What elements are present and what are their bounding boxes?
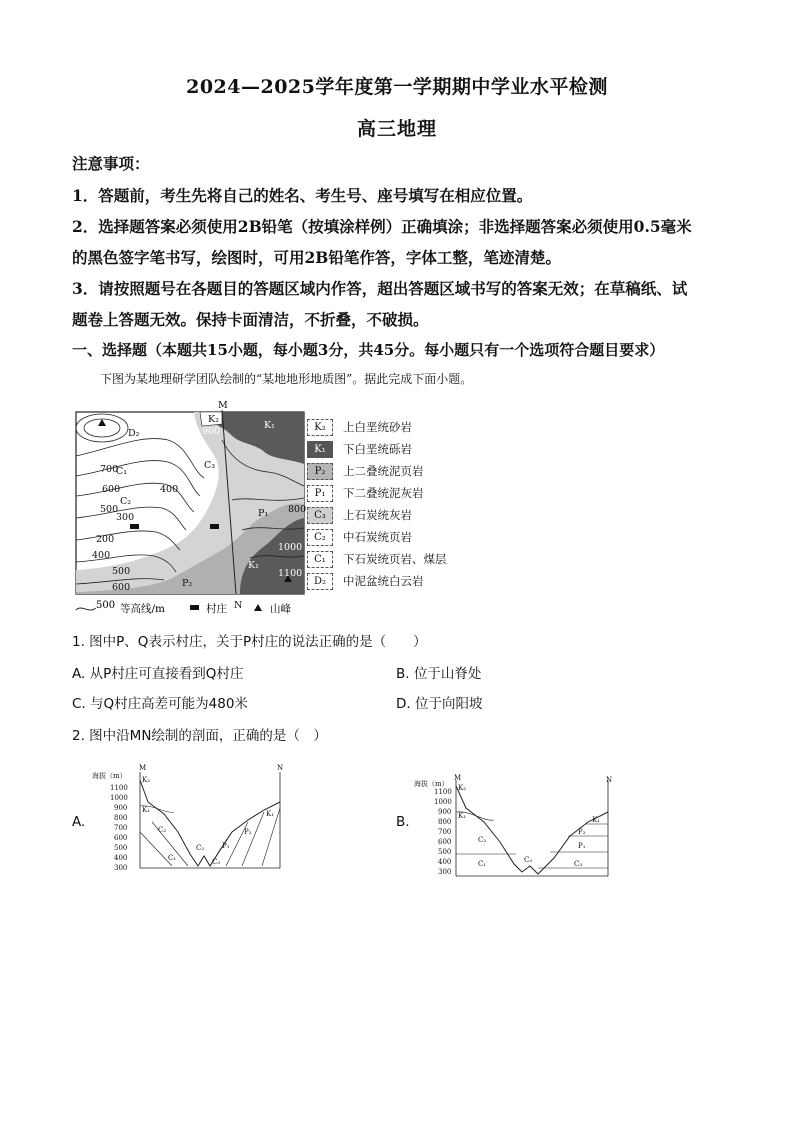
tick-1000: 1000 (110, 794, 128, 802)
profile-b-c2: C₂ (478, 836, 487, 844)
notice-item-3-cont: 题卷上答题无效。保持卡面清洁，不折叠，不破损。 (72, 310, 429, 329)
profile-a[interactable] (92, 762, 292, 882)
legend-label-p1: 下二叠统泥灰岩 (343, 486, 424, 500)
tick-1100: 1100 (110, 784, 128, 792)
q2-stem: 2. 图中沿MN绘制的剖面，正确的是（ ） (72, 728, 327, 744)
tick-700: 700 (114, 824, 128, 832)
map-label-500b: 500 (112, 566, 131, 577)
contour-legend-label: 等高线/m (120, 603, 165, 615)
tick-b-400: 400 (438, 858, 452, 866)
map-bottom-legend (72, 598, 332, 618)
contour-sample-icon (76, 608, 96, 610)
legend-label-k2: 上白垩统砂岩 (343, 420, 412, 434)
legend-label-d2: 中泥盆统白云岩 (343, 574, 424, 588)
geology-map (72, 400, 308, 622)
legend-label-k1: 下白垩统砾岩 (343, 442, 412, 456)
village-legend-icon (190, 605, 199, 610)
q1-option-d[interactable]: D. 位于向阳坡 (396, 696, 483, 712)
legend-label-p2: 上二叠统泥页岩 (343, 464, 424, 478)
legend-swatch-c2: C₂ (307, 529, 333, 546)
village-q (210, 524, 219, 529)
tick-b-1000: 1000 (434, 798, 452, 806)
map-label-900: 900 (202, 426, 221, 437)
map-label-k1: K₁ (248, 560, 259, 571)
contour-sample-value: 500 (96, 600, 116, 611)
profile-a-c3: C₃ (212, 858, 221, 866)
legend-label-c3: 上石炭统灰岩 (343, 508, 412, 522)
profile-a-axis-label: 海拔（m） (92, 772, 127, 780)
map-label-n: N (234, 600, 243, 611)
profile-a-k1b: K₁ (266, 810, 275, 818)
profile-a-p1: P₁ (222, 842, 230, 850)
legend-swatch-c3: C₃ (307, 507, 333, 524)
profile-b-c1: C₁ (478, 860, 487, 868)
profile-b[interactable] (414, 772, 614, 887)
profile-b-p1: P₁ (578, 842, 586, 850)
map-label-c1: C₁ (116, 466, 128, 477)
map-label-1100: 1100 (278, 568, 303, 579)
profile-b-m: M (454, 774, 462, 782)
tick-b-500: 500 (438, 848, 452, 856)
section-intro: 下图为某地理研学团队绘制的“某地地形地质图”。据此完成下面小题。 (100, 372, 473, 386)
peak-legend-label: 山峰 (270, 603, 291, 615)
profile-a-c2: C₂ (158, 826, 167, 834)
map-label-1000: 1000 (278, 542, 303, 553)
map-label-200: 200 (96, 534, 115, 545)
map-label-700: 700 (100, 464, 119, 475)
tick-300: 300 (114, 864, 128, 872)
profile-a-k2: K₂ (142, 776, 151, 784)
map-label-c2: C₂ (120, 496, 132, 507)
notice-item-3: 3．请按照题号在各题目的答题区域内作答，超出答题区域书写的答案无效；在草稿纸、试 (72, 279, 688, 298)
legend-swatch-d2: D₂ (307, 573, 333, 590)
profile-b-k2: K₂ (458, 784, 467, 792)
map-label-600: 600 (102, 484, 121, 495)
legend-swatch-k2: K₂ (307, 419, 333, 436)
map-label-k1b: K₁ (264, 420, 275, 431)
profile-a-n: N (277, 764, 284, 772)
profile-b-c3: C₃ (524, 856, 533, 864)
tick-b-900: 900 (438, 808, 452, 816)
legend-label-c1: 下石炭统页岩、煤层 (343, 552, 447, 566)
tick-600: 600 (114, 834, 128, 842)
profile-b-n: N (606, 776, 613, 784)
section-heading: 一、选择题（本题共15小题，每小题3分，共45分。每小题只有一个选项符合题目要求） (72, 341, 665, 359)
map-label-c3: C₃ (204, 460, 216, 471)
tick-b-300: 300 (438, 868, 452, 876)
profile-a-p2: P₂ (244, 828, 252, 836)
legend-swatch-c1: C₁ (307, 551, 333, 568)
profile-b-p2: P₂ (578, 828, 586, 836)
village-legend-label: 村庄 (206, 603, 227, 615)
profile-a-k1: K₁ (142, 806, 151, 814)
q2-option-a[interactable]: A. (72, 814, 86, 830)
tick-b-800: 800 (438, 818, 452, 826)
map-label-p2: P₂ (182, 578, 193, 589)
legend-swatch-k1: K₁ (307, 441, 333, 458)
map-label-400b: 400 (92, 550, 111, 561)
profile-b-k1b: K₁ (592, 816, 601, 824)
q1-stem: 1. 图中P、Q表示村庄，关于P村庄的说法正确的是（ ） (72, 634, 427, 650)
peak-legend-icon (254, 604, 262, 611)
map-label-300: 300 (116, 512, 135, 523)
legend-swatch-p2: P₂ (307, 463, 333, 480)
map-label-800: 800 (288, 504, 307, 515)
legend-swatch-p1: P₁ (307, 485, 333, 502)
q2-option-b[interactable]: B. (396, 814, 410, 830)
exam-title: 2024—2025学年度第一学期期中学业水平检测 (186, 76, 608, 98)
map-label-d2: D₂ (128, 428, 140, 439)
notice-item-2: 2．选择题答案必须使用2B铅笔（按填涂样例）正确填涂；非选择题答案必须使用0.5毫米 (72, 217, 692, 236)
profile-b-axis-label: 海拔（m） (414, 780, 449, 788)
map-label-500: 500 (100, 504, 119, 515)
map-label-m: M (218, 400, 228, 411)
tick-400: 400 (114, 854, 128, 862)
profile-a-c2b: C₂ (196, 844, 205, 852)
tick-b-600: 600 (438, 838, 452, 846)
q1-option-c[interactable]: C. 与Q村庄高差可能为480米 (72, 696, 248, 712)
map-label-p1: P₁ (258, 508, 269, 519)
map-label-600b: 600 (112, 582, 131, 593)
notice-item-1: 1．答题前，考生先将自己的姓名、考生号、座号填写在相应位置。 (72, 186, 533, 205)
tick-b-700: 700 (438, 828, 452, 836)
legend-label-c2: 中石炭统页岩 (343, 530, 412, 544)
q1-option-a[interactable]: A. 从P村庄可直接看到Q村庄 (72, 666, 244, 682)
map-label-k2: K₂ (208, 414, 219, 425)
profile-a-m: M (139, 764, 147, 772)
tick-500: 500 (114, 844, 128, 852)
q1-option-b[interactable]: B. 位于山脊处 (396, 666, 482, 682)
tick-900: 900 (114, 804, 128, 812)
tick-800: 800 (114, 814, 128, 822)
profile-b-c3b: C₃ (574, 860, 583, 868)
village-p (130, 524, 139, 529)
map-label-400: 400 (160, 484, 179, 495)
profile-b-k1: K₁ (458, 812, 467, 820)
tick-b-1100: 1100 (434, 788, 452, 796)
notice-heading: 注意事项： (72, 154, 150, 173)
profile-a-c1: C₁ (168, 854, 177, 862)
notice-item-2-cont: 的黑色签字笔书写，绘图时，可用2B铅笔作答，字体工整，笔迹清楚。 (72, 248, 561, 267)
exam-subject: 高三地理 (356, 118, 437, 140)
